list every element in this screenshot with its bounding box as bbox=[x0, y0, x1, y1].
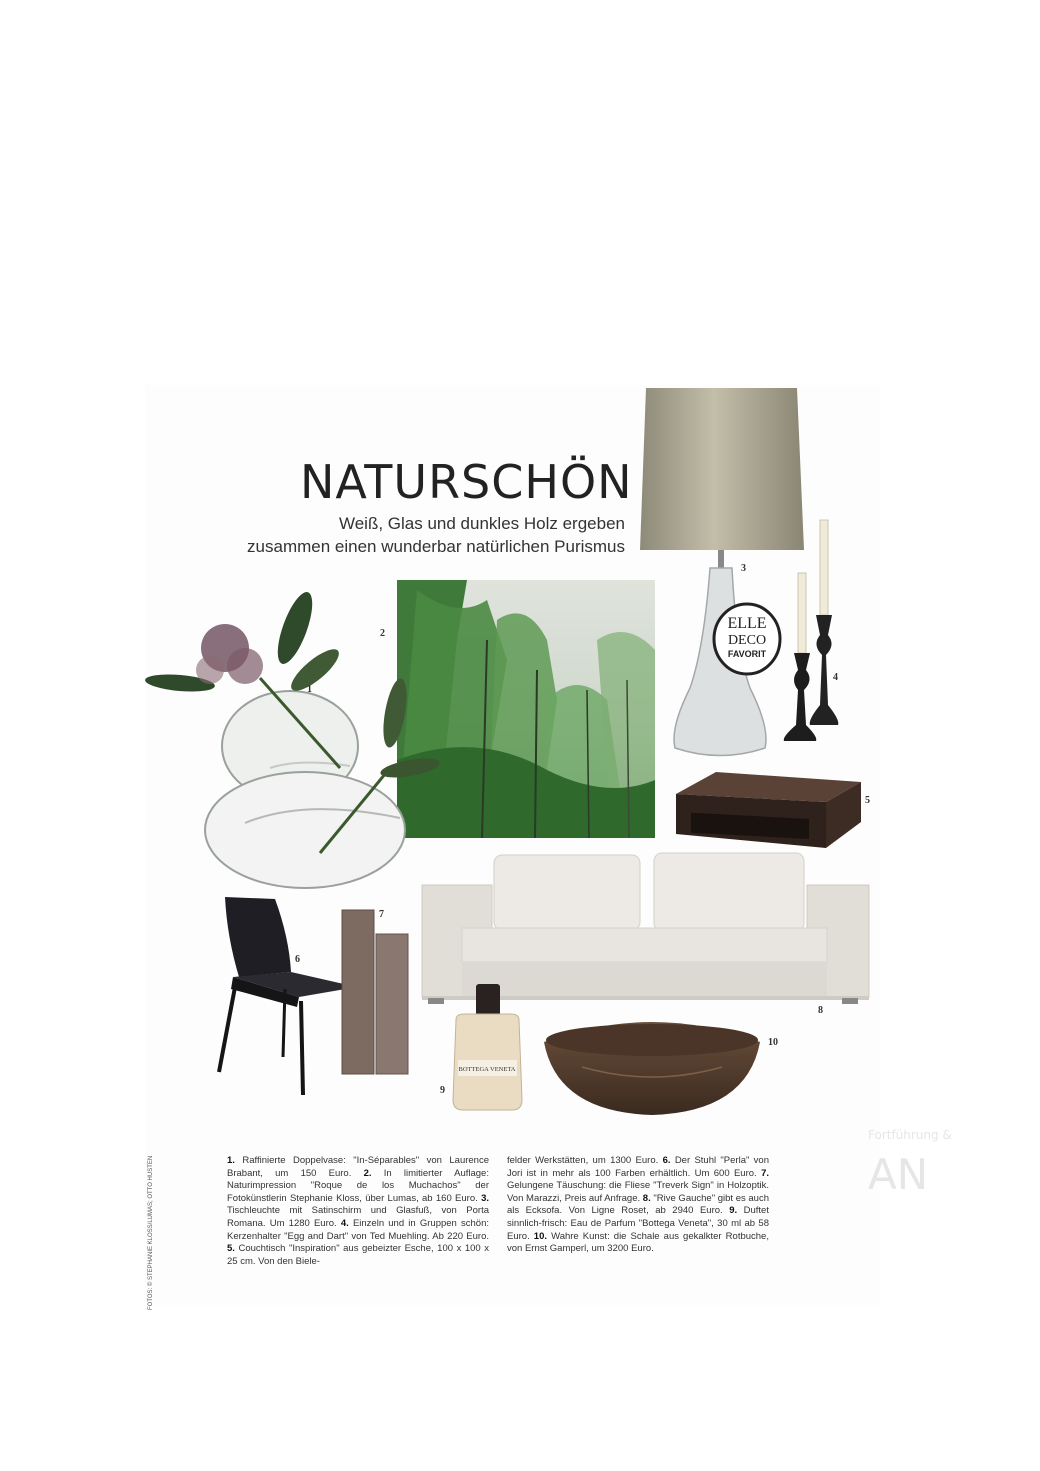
caption-num: 3. bbox=[481, 1192, 489, 1204]
item-number-1: 1 bbox=[307, 684, 312, 695]
caption-text: Wahre Kunst: die Schale aus gekalkter Rotbuche, von Ernst Gamperl, um 3200 Euro. bbox=[507, 1230, 769, 1255]
caption-num: 6. bbox=[662, 1155, 671, 1166]
caption-text: Einzeln und in Gruppen schön: Kerzenhalter "Egg and Dart" von Ted Muehling. Ab 220 Euro. bbox=[227, 1217, 489, 1242]
caption-num: 4. bbox=[340, 1217, 349, 1229]
caption-column-1 bbox=[227, 1155, 489, 1268]
caption-num: 7. bbox=[761, 1167, 769, 1179]
caption-text: Der Stuhl "Perla" von Jori ist in mehr als 100 Farben erhältlich. Um 600 Euro. bbox=[507, 1155, 769, 1179]
photo-credit: FOTOS: © STEPHANIE KLOSS/LUMAS; OTTO HUSTEN bbox=[148, 1155, 154, 1310]
candle-holders bbox=[778, 515, 848, 745]
caption-text: Couchtisch "Inspiration" aus gebeizter Esche, 100 x 100 x 25 cm. Von den Biele- bbox=[227, 1243, 489, 1267]
elle-deco-badge bbox=[712, 602, 782, 676]
caption-text: "Rive Gauche" gibt es auch als Ecksofa. Von Ligne Roset, ab 2940 Euro. bbox=[507, 1192, 769, 1217]
caption-text: Duftet sinnlich-frisch: Eau de Parfum "Bottega Veneta", 30 ml ab 58 Euro. bbox=[507, 1205, 769, 1242]
wood-tiles bbox=[340, 908, 410, 1076]
page-subtitle bbox=[200, 512, 625, 558]
caption-num: 10. bbox=[533, 1230, 547, 1242]
ghost-heading-small: Fortführung & bbox=[868, 1128, 952, 1142]
item-number-6: 6 bbox=[295, 954, 300, 965]
subtitle-line-2: zusammen einen wunderbar natürlichen Purismus bbox=[247, 537, 625, 556]
caption-column-2 bbox=[507, 1155, 769, 1256]
item-number-8: 8 bbox=[818, 1005, 823, 1016]
item-number-3: 3 bbox=[741, 563, 746, 574]
caption-text: Gelungene Täuschung: die Fliese "Treverk Sign" in Holzoptik. Von Marazzi, Preis auf Anfrage. bbox=[507, 1180, 769, 1204]
caption-num: 2. bbox=[363, 1167, 372, 1179]
badge-brand-1: ELLE bbox=[727, 615, 767, 632]
perfume-bottle bbox=[450, 982, 525, 1112]
caption-text: felder Werkstätten, um 1300 Euro. bbox=[507, 1155, 663, 1166]
caption-num: 9. bbox=[729, 1205, 738, 1217]
caption-text: Tischleuchte mit Satinschirm und Glasfuß, von Porta Romana. Um 1280 Euro. bbox=[227, 1205, 489, 1229]
coffee-table bbox=[676, 772, 861, 848]
caption-num: 1. bbox=[227, 1155, 235, 1166]
item-number-9: 9 bbox=[440, 1085, 445, 1096]
item-number-7: 7 bbox=[379, 909, 384, 920]
caption-text: Raffinierte Doppelvase: "In-Séparables" von Laurence Brabant, um 150 Euro. bbox=[227, 1155, 489, 1179]
page-title: NATURSCHÖN bbox=[300, 455, 633, 509]
badge-label: FAVORIT bbox=[727, 649, 767, 659]
caption-text: In limitierter Auflage: Naturimpression "Roque de los Muchachos" der Fotokünstlerin Stephanie Kloss, über Lumas, ab 160 Euro. bbox=[227, 1167, 489, 1204]
subtitle-line-1: Weiß, Glas und dunkles Holz ergeben bbox=[338, 514, 625, 533]
item-number-10: 10 bbox=[768, 1037, 778, 1048]
perfume-label: BOTTEGA VENETA bbox=[458, 1066, 516, 1073]
item-number-4: 4 bbox=[833, 672, 838, 683]
ghost-heading-large: AN bbox=[868, 1150, 929, 1199]
caption-num: 8. bbox=[642, 1192, 651, 1204]
badge-brand-2: DECO bbox=[727, 633, 767, 648]
double-vase bbox=[150, 588, 410, 888]
forest-photo bbox=[397, 580, 655, 838]
item-number-2: 2 bbox=[380, 628, 385, 639]
caption-num: 5. bbox=[227, 1243, 235, 1255]
wooden-bowl bbox=[542, 1012, 762, 1117]
item-number-5: 5 bbox=[865, 795, 870, 806]
